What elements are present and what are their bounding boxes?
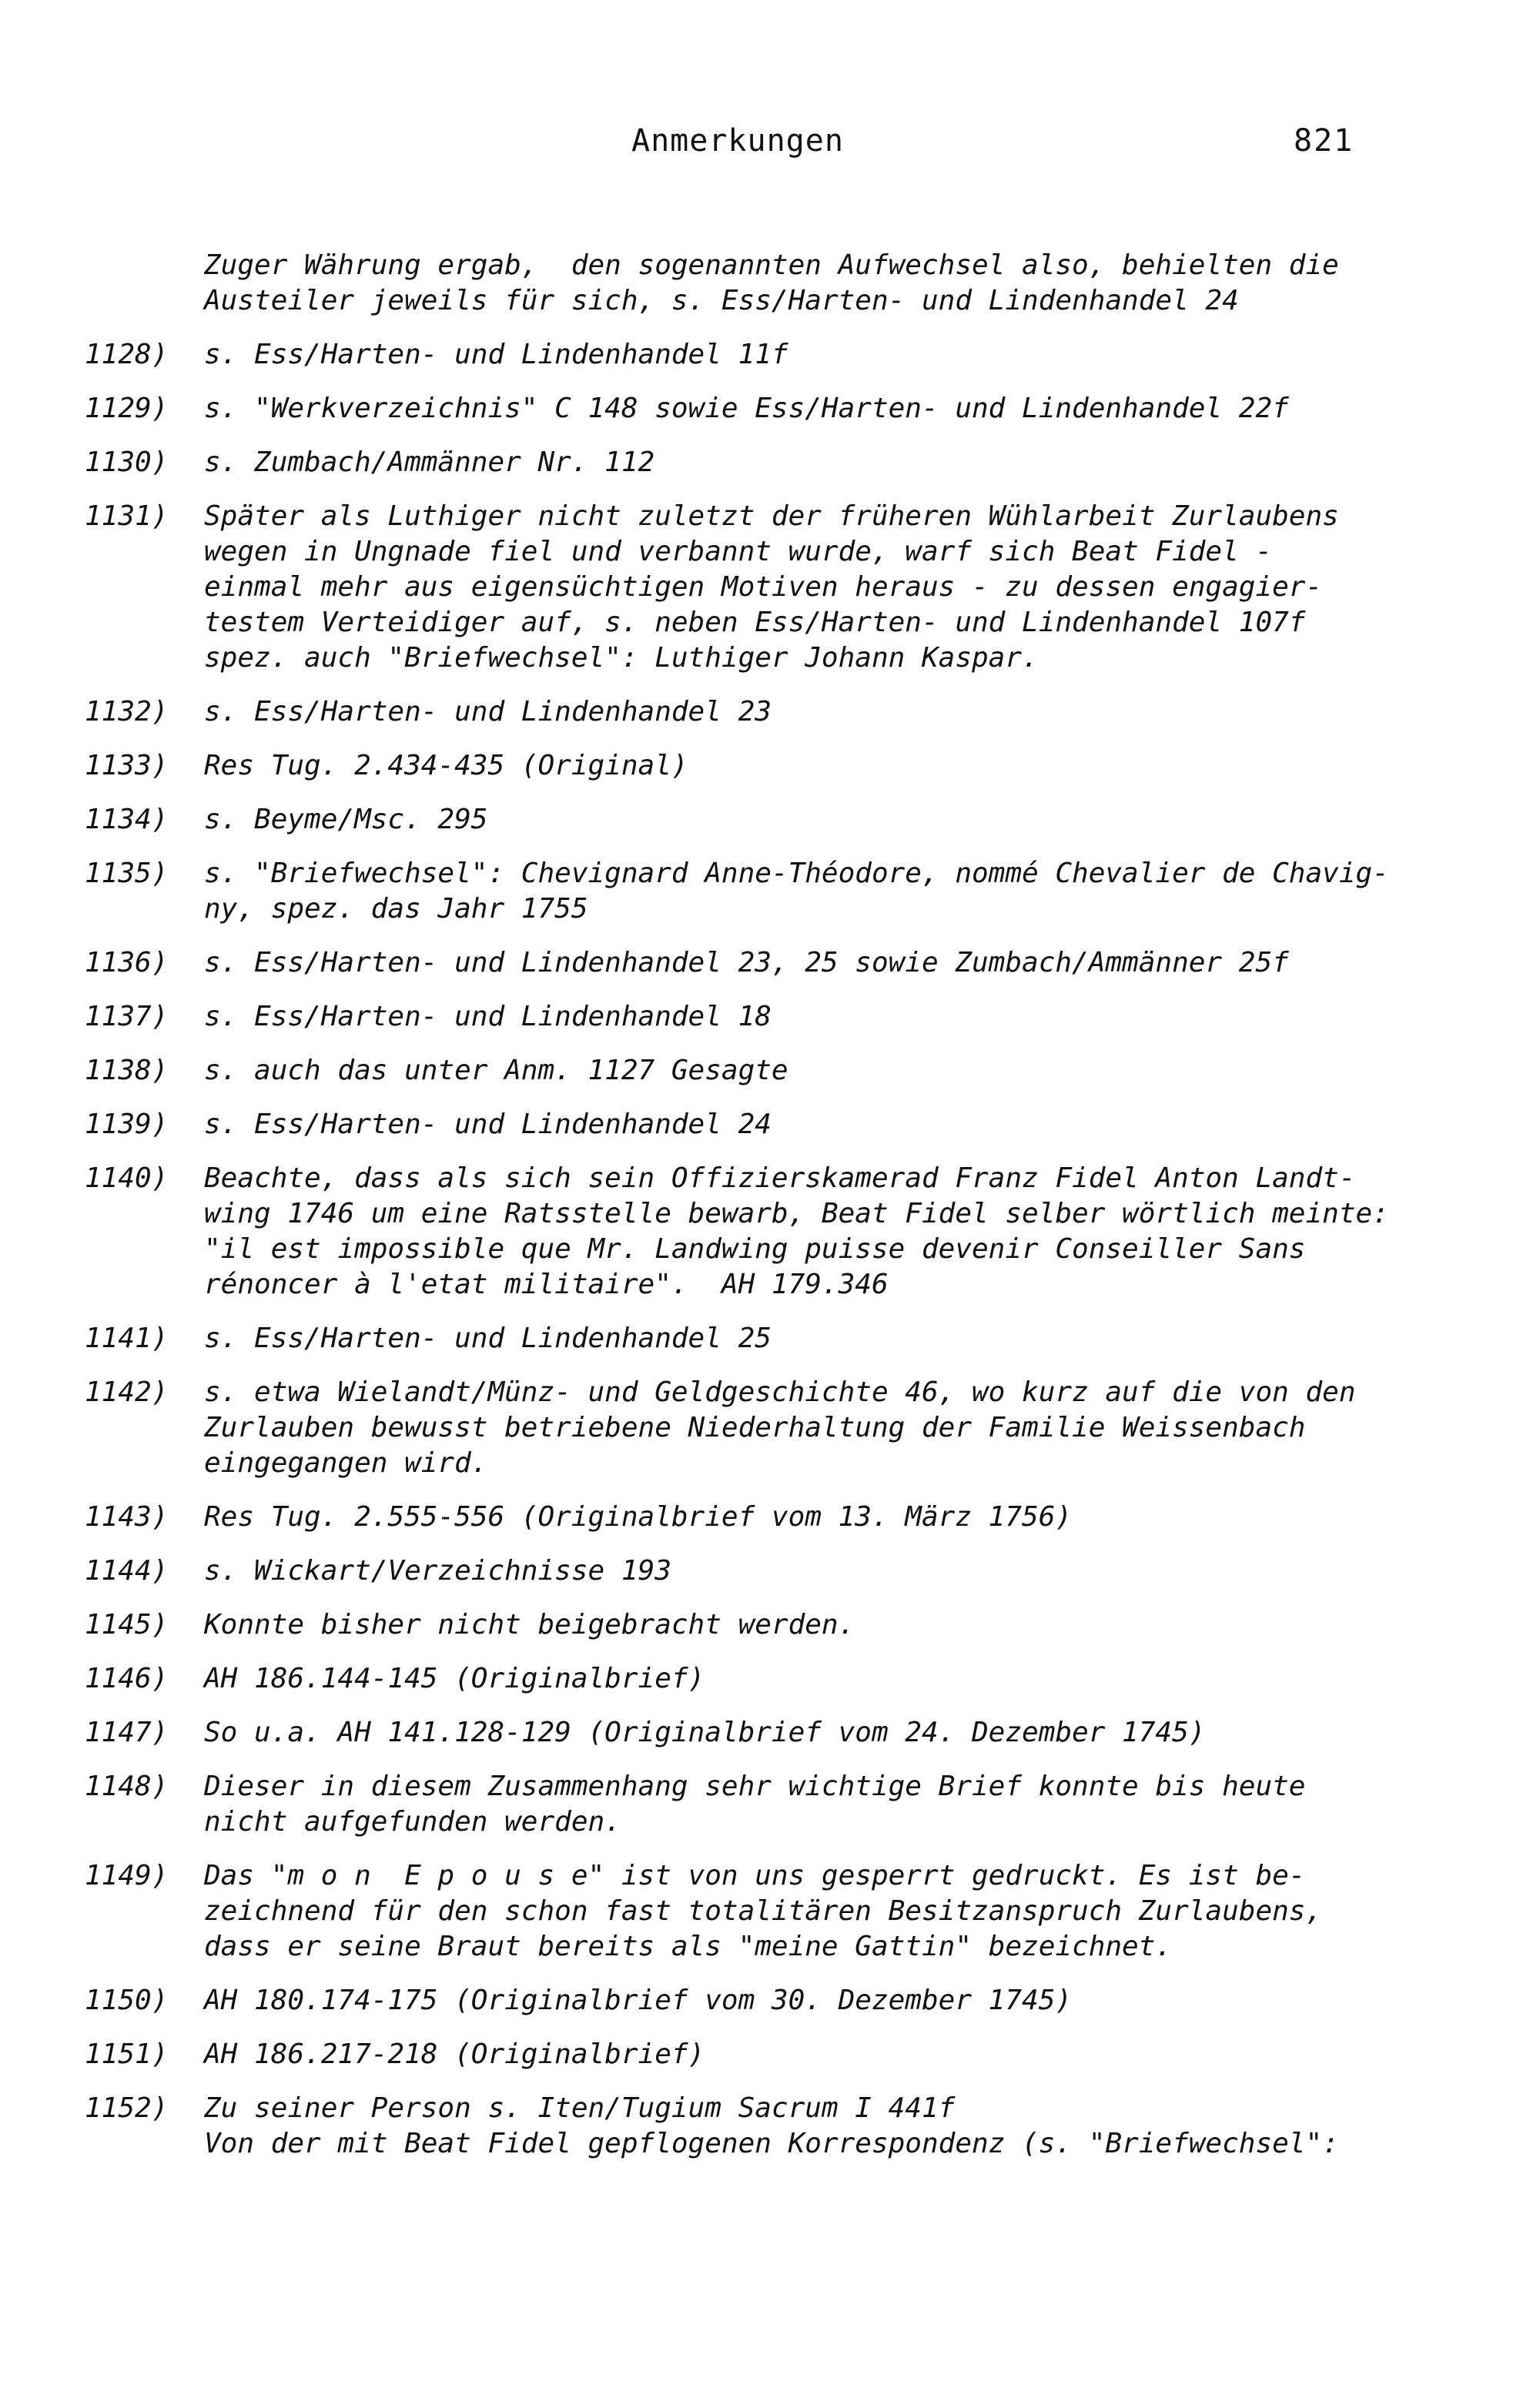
- footnote: [85, 945, 1440, 981]
- footnote: [85, 748, 1440, 784]
- footnote-text: [204, 1500, 1440, 1535]
- footnote: [85, 1053, 1440, 1089]
- footnote: [85, 1375, 1440, 1481]
- footnote: [85, 1553, 1440, 1589]
- footnote-text: [204, 1161, 1440, 1303]
- footnote-text: [204, 1321, 1440, 1356]
- footnote-line: Von der mit Beat Fidel gepflogenen Korrespondenz (s. "Briefwechsel":: [204, 2128, 1339, 2159]
- footnote-number: 1147): [85, 1717, 169, 1748]
- footnote-text: [204, 1053, 1440, 1089]
- footnote-line: s. Wickart/Verzeichnisse 193: [204, 1555, 671, 1587]
- footnote-number: 1151): [85, 2038, 169, 2070]
- footnote: [85, 391, 1440, 426]
- footnote-text: [204, 856, 1440, 927]
- footnote-text: [204, 1607, 1440, 1643]
- footnote: [85, 248, 1440, 319]
- footnote-line: spez. auch "Briefwechsel": Luthiger Johann Kaspar.: [204, 642, 1039, 674]
- footnote-number: 1129): [85, 393, 169, 424]
- footnote-line: s. Ess/Harten- und Lindenhandel 11f: [204, 339, 788, 370]
- footnote: [85, 1321, 1440, 1356]
- footnote: [85, 999, 1440, 1035]
- footnote: [85, 1983, 1440, 2018]
- footnote-line: dass er seine Braut bereits als "meine Gattin" bezeichnet.: [204, 1931, 1173, 1962]
- footnote-number: 1131): [85, 500, 169, 532]
- footnote-line: Später als Luthiger nicht zuletzt der früheren Wühlarbeit Zurlaubens: [204, 500, 1339, 532]
- footnote-line: Dieser in diesem Zusammenhang sehr wichtige Brief konnte bis heute: [204, 1771, 1306, 1802]
- footnote: [85, 856, 1440, 927]
- footnote-line: s. Ess/Harten- und Lindenhandel 23: [204, 696, 772, 727]
- footnote-number: 1133): [85, 750, 169, 781]
- footnote-line: Konnte bisher nicht beigebracht werden.: [204, 1609, 855, 1640]
- footnote-text: [204, 1107, 1440, 1142]
- footnote-line: AH 186.217-218 (Originalbrief): [204, 2038, 705, 2070]
- footnote-text: [204, 1858, 1440, 1965]
- footnote-number: 1143): [85, 1501, 169, 1533]
- footnote-line: AH 186.144-145 (Originalbrief): [204, 1663, 705, 1694]
- footnote-number: 1148): [85, 1771, 169, 1802]
- footnote-number: 1139): [85, 1109, 169, 1140]
- footnote-line: wegen in Ungnade fiel und verbannt wurde, warf sich Beat Fidel -: [204, 536, 1273, 567]
- footnote-line: s. Ess/Harten- und Lindenhandel 23, 25 sowie Zumbach/Ammänner 25f: [204, 947, 1289, 978]
- footnote-number: 1149): [85, 1860, 169, 1891]
- footnote-number: 1136): [85, 947, 169, 978]
- footnote-number: 1152): [85, 2092, 169, 2124]
- footnote-number: 1150): [85, 1985, 169, 2016]
- footnote-text: [204, 248, 1440, 319]
- footnote: [85, 1607, 1440, 1643]
- footnote-number: 1128): [85, 339, 169, 370]
- footnote-number: 1140): [85, 1162, 169, 1194]
- footnote-number: 1138): [85, 1055, 169, 1086]
- page-number: 821: [1294, 123, 1354, 159]
- footnote: [85, 2091, 1440, 2162]
- footnote-line: s. "Briefwechsel": Chevignard Anne-Théodore, nommé Chevalier de Chavig-: [204, 858, 1389, 889]
- footnote-line: eingegangen wird.: [204, 1447, 488, 1479]
- footnote: [85, 1858, 1440, 1965]
- footnote: [85, 694, 1440, 730]
- footnote: [85, 1715, 1440, 1751]
- footnote-line: s. "Werkverzeichnis" C 148 sowie Ess/Harten- und Lindenhandel 22f: [204, 393, 1289, 424]
- footnote-text: [204, 1769, 1440, 1840]
- footnote-text: [204, 2091, 1440, 2162]
- footnote-text: [204, 1661, 1440, 1697]
- footnote-text: [204, 748, 1440, 784]
- footnote-text: [204, 499, 1440, 676]
- footnote-line: s. Beyme/Msc. 295: [204, 804, 488, 835]
- footnote: [85, 337, 1440, 373]
- footnote: [85, 1107, 1440, 1142]
- footnote-number: 1130): [85, 446, 169, 478]
- footnote-text: [204, 945, 1440, 981]
- footnote-number: 1141): [85, 1323, 169, 1354]
- footnote-number: 1132): [85, 696, 169, 727]
- footnote: [85, 1500, 1440, 1535]
- footnote-text: [204, 802, 1440, 838]
- footnote-line: Austeiler jeweils für sich, s. Ess/Harten- und Lindenhandel 24: [204, 285, 1239, 316]
- footnote-line: Zuger Währung ergab, den sogenannten Aufwechsel also, behielten die: [204, 249, 1339, 281]
- footnote-line: Beachte, dass als sich sein Offizierskamerad Franz Fidel Anton Landt-: [204, 1162, 1356, 1194]
- footnote-text: [204, 391, 1440, 426]
- footnote-text: [204, 999, 1440, 1035]
- footnote-line: "il est impossible que Mr. Landwing puisse devenir Conseiller Sans: [204, 1233, 1306, 1265]
- footnote-line: einmal mehr aus eigensüchtigen Motiven heraus - zu dessen engagier-: [204, 571, 1323, 603]
- footnote-text: [204, 2037, 1440, 2072]
- footnote: [85, 1769, 1440, 1840]
- footnote: [85, 802, 1440, 838]
- footnote: [85, 445, 1440, 480]
- footnote-line: s. etwa Wielandt/Münz- und Geldgeschichte 46, wo kurz auf die von den: [204, 1376, 1356, 1408]
- footnote-text: [204, 1983, 1440, 2018]
- footnote-text: [204, 694, 1440, 730]
- footnote-line: Res Tug. 2.434-435 (Original): [204, 750, 688, 781]
- footnote-line: rénoncer à l'etat militaire". AH 179.346: [204, 1269, 889, 1300]
- footnote-line: Zurlauben bewusst betriebene Niederhaltung der Familie Weissenbach: [204, 1412, 1306, 1443]
- footnote: [85, 2037, 1440, 2072]
- footnote-text: [204, 1715, 1440, 1751]
- footnote-line: nicht aufgefunden werden.: [204, 1806, 621, 1838]
- page-title: Anmerkungen: [631, 123, 844, 159]
- footnote-number: 1135): [85, 858, 169, 889]
- footnote-line: So u.a. AH 141.128-129 (Originalbrief vom 24. Dezember 1745): [204, 1717, 1206, 1748]
- footnote: [85, 499, 1440, 676]
- footnote-line: s. Ess/Harten- und Lindenhandel 24: [204, 1109, 772, 1140]
- footnote-number: 1146): [85, 1663, 169, 1694]
- footnote-number: 1145): [85, 1609, 169, 1640]
- footnote-line: Das "m o n E p o u s e" ist von uns gesperrt gedruckt. Es ist be-: [204, 1860, 1306, 1891]
- footnote-line: wing 1746 um eine Ratsstelle bewarb, Beat Fidel selber wörtlich meinte:: [204, 1198, 1389, 1229]
- footnotes-list: [85, 248, 1440, 2180]
- footnote-line: s. auch das unter Anm. 1127 Gesagte: [204, 1055, 788, 1086]
- footnote-number: 1137): [85, 1001, 169, 1032]
- footnote-line: testem Verteidiger auf, s. neben Ess/Harten- und Lindenhandel 107f: [204, 607, 1306, 638]
- footnote-line: Res Tug. 2.555-556 (Originalbrief vom 13. März 1756): [204, 1501, 1073, 1533]
- footnote-text: [204, 445, 1440, 480]
- footnote-line: s. Zumbach/Ammänner Nr. 112: [204, 446, 655, 478]
- footnote-line: s. Ess/Harten- und Lindenhandel 25: [204, 1323, 772, 1354]
- footnote-line: zeichnend für den schon fast totalitären Besitzanspruch Zurlaubens,: [204, 1895, 1323, 1927]
- footnote-number: 1144): [85, 1555, 169, 1587]
- footnote-line: ny, spez. das Jahr 1755: [204, 893, 588, 925]
- footnote-text: [204, 1375, 1440, 1481]
- footnote-number: 1142): [85, 1376, 169, 1408]
- footnote-text: [204, 337, 1440, 373]
- footnote: [85, 1161, 1440, 1303]
- footnote-line: s. Ess/Harten- und Lindenhandel 18: [204, 1001, 772, 1032]
- footnote-number: 1134): [85, 804, 169, 835]
- footnote: [85, 1661, 1440, 1697]
- footnote-text: [204, 1553, 1440, 1589]
- footnote-line: Zu seiner Person s. Iten/Tugium Sacrum I 441f: [204, 2092, 956, 2124]
- footnote-line: AH 180.174-175 (Originalbrief vom 30. Dezember 1745): [204, 1985, 1073, 2016]
